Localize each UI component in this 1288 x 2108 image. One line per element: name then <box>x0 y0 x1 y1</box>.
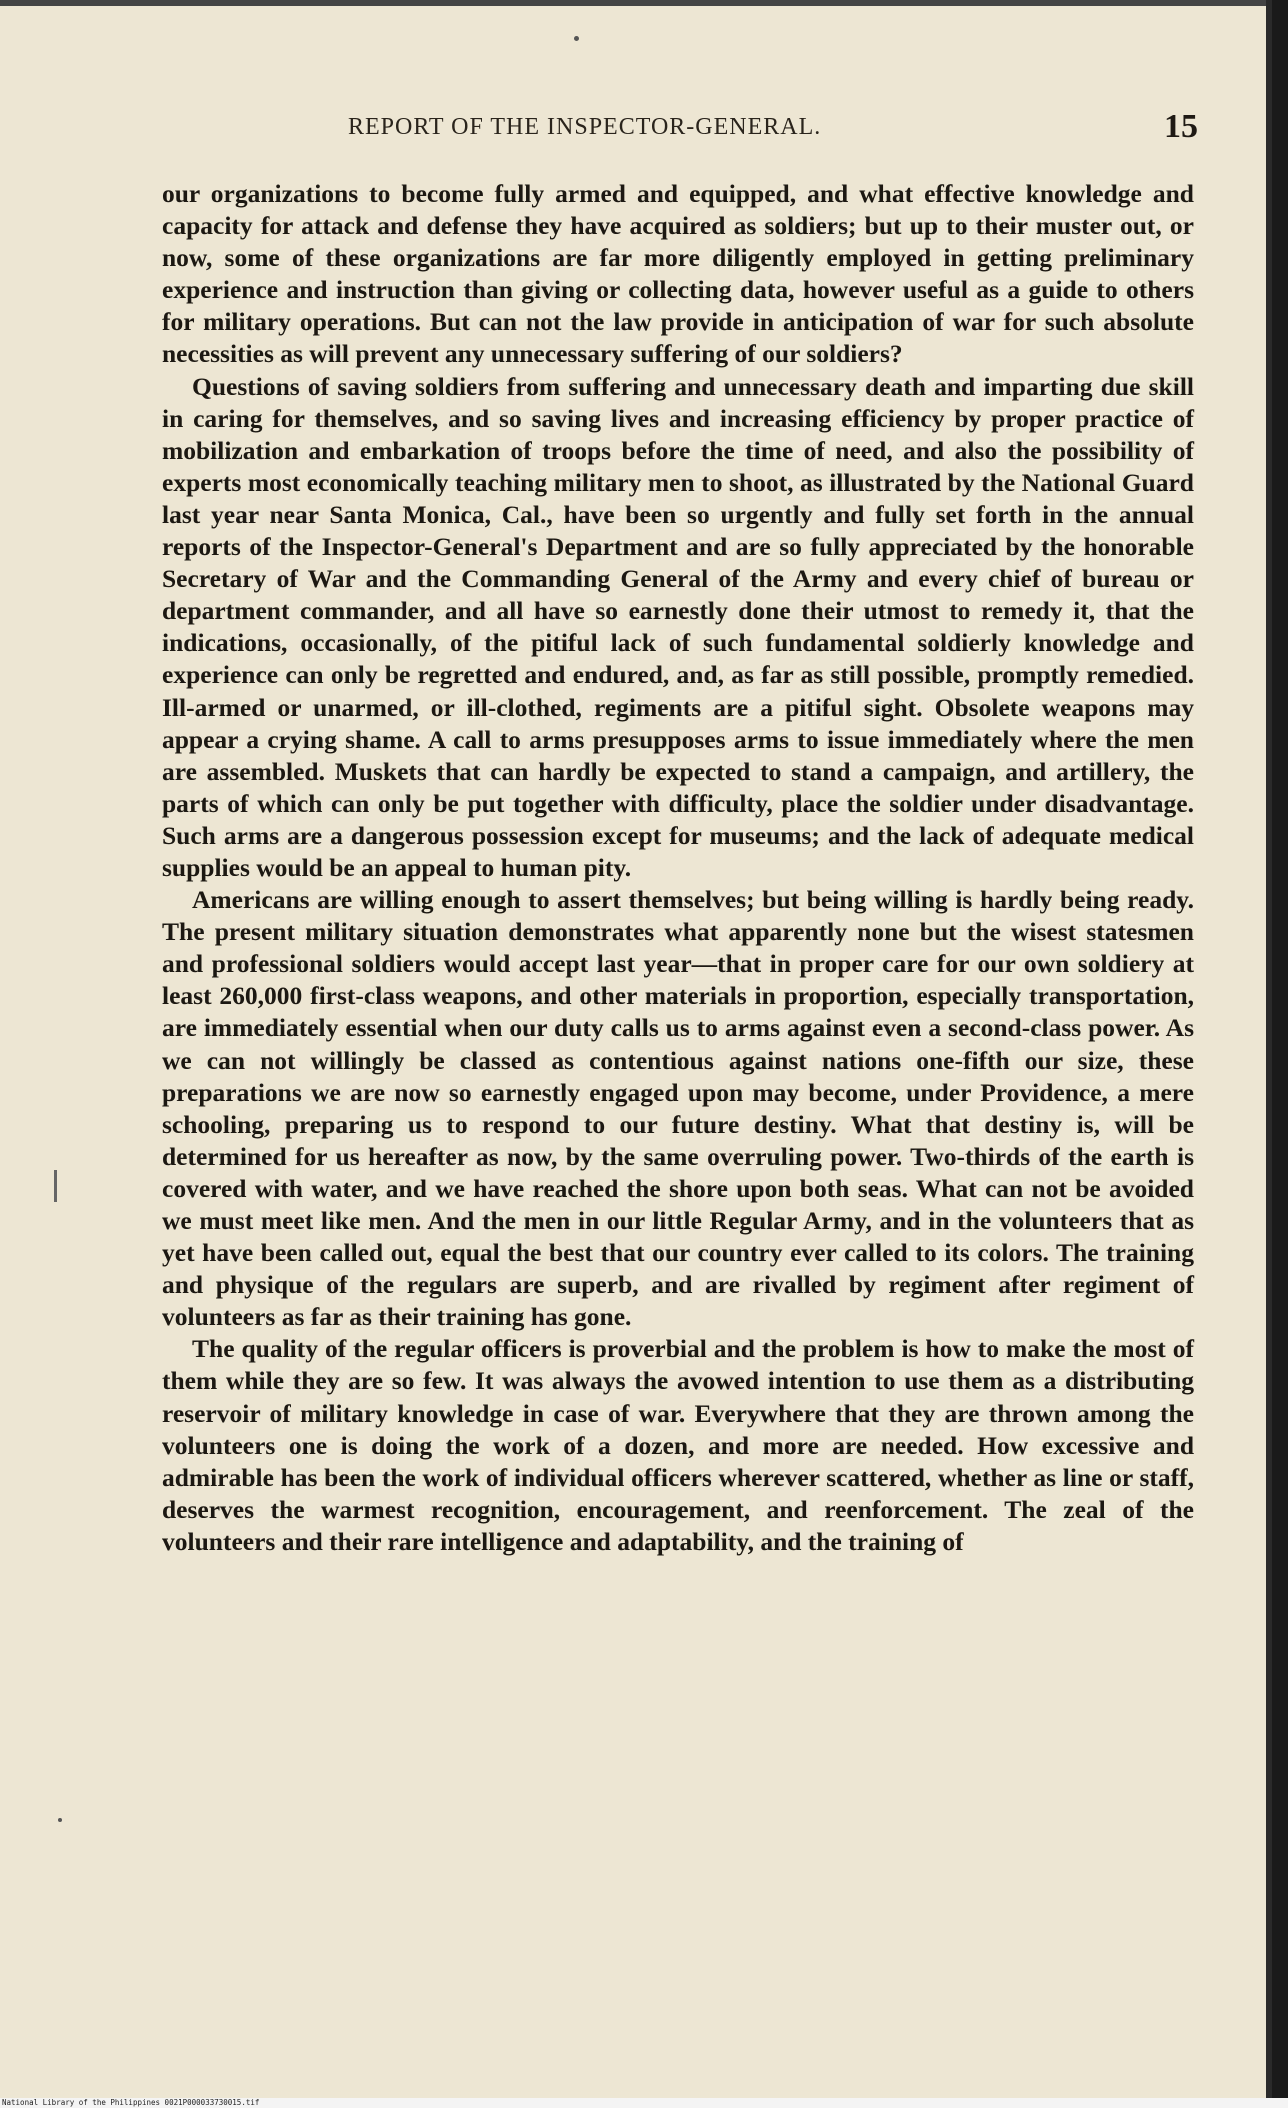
margin-mark <box>54 1170 57 1202</box>
paragraph-1: our organizations to become fully armed and equipped, and what effective knowledge and capacity for attack and defense they have acquired as soldiers; but up to their muster out, or now, some of these organizations are far more diligently employed in getting preliminary experience and instruction than giving or collecting data, however useful as a guide to others for military operations. But can not the law provide in anticipation of war for such absolute necessities as will prevent any unnecessary suffering of our soldiers? <box>162 179 1194 369</box>
paragraph-2: Questions of saving soldiers from suffering and unnecessary death and imparting due skill in caring for themselves, and so saving lives and increasing efficiency by proper practice of mobilization and embarkation of troops before the time of need, and also the possibility of experts most economically teaching military men to shoot, as illustrated by the National Guard last year near Santa Monica, Cal., have been so urgently and fully set forth in the annual reports of the Inspector-General's Department and are so fully appreciated by the honorable Secretary of War and the Commanding General of the Army and every chief of bureau or department commander, and all have so earnestly done their utmost to remedy it, that the indications, occasionally, of the pitiful lack of such fundamental soldierly knowledge and experience can only be regretted and endured, and, as far as still possible, promptly remedied. Ill-armed or unarmed, or ill-clothed, regiments are a pitiful sight. Obsolete weapons may appear a crying shame. A call to arms presupposes arms to issue immediately where the men are assembled. Muskets that can hardly be expected to stand a campaign, and artillery, the parts of which can only be put together with difficulty, place the soldier under disadvantage. Such arms are a dangerous possession except for museums; and the lack of adequate medical supplies would be an appeal to human pity. <box>162 371 1194 882</box>
scan-caption: National Library of the Philippines 0021P000033730015.tif <box>2 2098 260 2107</box>
top-edge-rule <box>0 0 1266 6</box>
running-title: REPORT OF THE INSPECTOR-GENERAL. <box>348 114 822 140</box>
scan-speck <box>574 36 579 41</box>
margin-speck <box>58 1818 62 1822</box>
page-number: 15 <box>1164 108 1198 145</box>
paragraph-3: Americans are willing enough to assert themselves; but being willing is hardly being ready. The present military situation demonstrates what apparently none but the wisest statesmen and professional soldiers would accept last year—that in proper care for our own soldiery at least 260,000 first-class weapons, and other materials in proportion, especially transportation, are immediately essential when our duty calls us to arms against even a second-class power. As we can not willingly be classed as contentious against nations one-fifth our size, these preparations we are now so earnestly engaged upon may become, under Providence, a mere schooling, preparing us to respond to our future destiny. What that destiny is, will be determined for us hereafter as now, by the same overruling power. Two-thirds of the earth is covered with water, and we have reached the shore upon both seas. What can not be avoided we must meet like men. And the men in our little Regular Army, and in the volunteers that as yet have been called out, equal the best that our country ever called to its colors. The training and physique of the regulars are superb, and are rivalled by regiment after regiment of volunteers as far as their training has gone. <box>162 885 1194 1332</box>
paragraph-4: The quality of the regular officers is proverbial and the problem is how to make the most of them while they are so few. It was always the avowed intention to use them as a distributing reservoir of military knowledge in case of war. Everywhere that they are thrown among the volunteers one is doing the work of a dozen, and more are needed. How excessive and admirable has been the work of individual officers wherever scattered, whether as line or staff, deserves the warmest recognition, encouragement, and reenforcement. The zeal of the volunteers and their rare intelligence and adaptability, and the training of <box>162 1334 1194 1556</box>
body-text <box>162 178 1194 1558</box>
running-head <box>158 108 1198 148</box>
